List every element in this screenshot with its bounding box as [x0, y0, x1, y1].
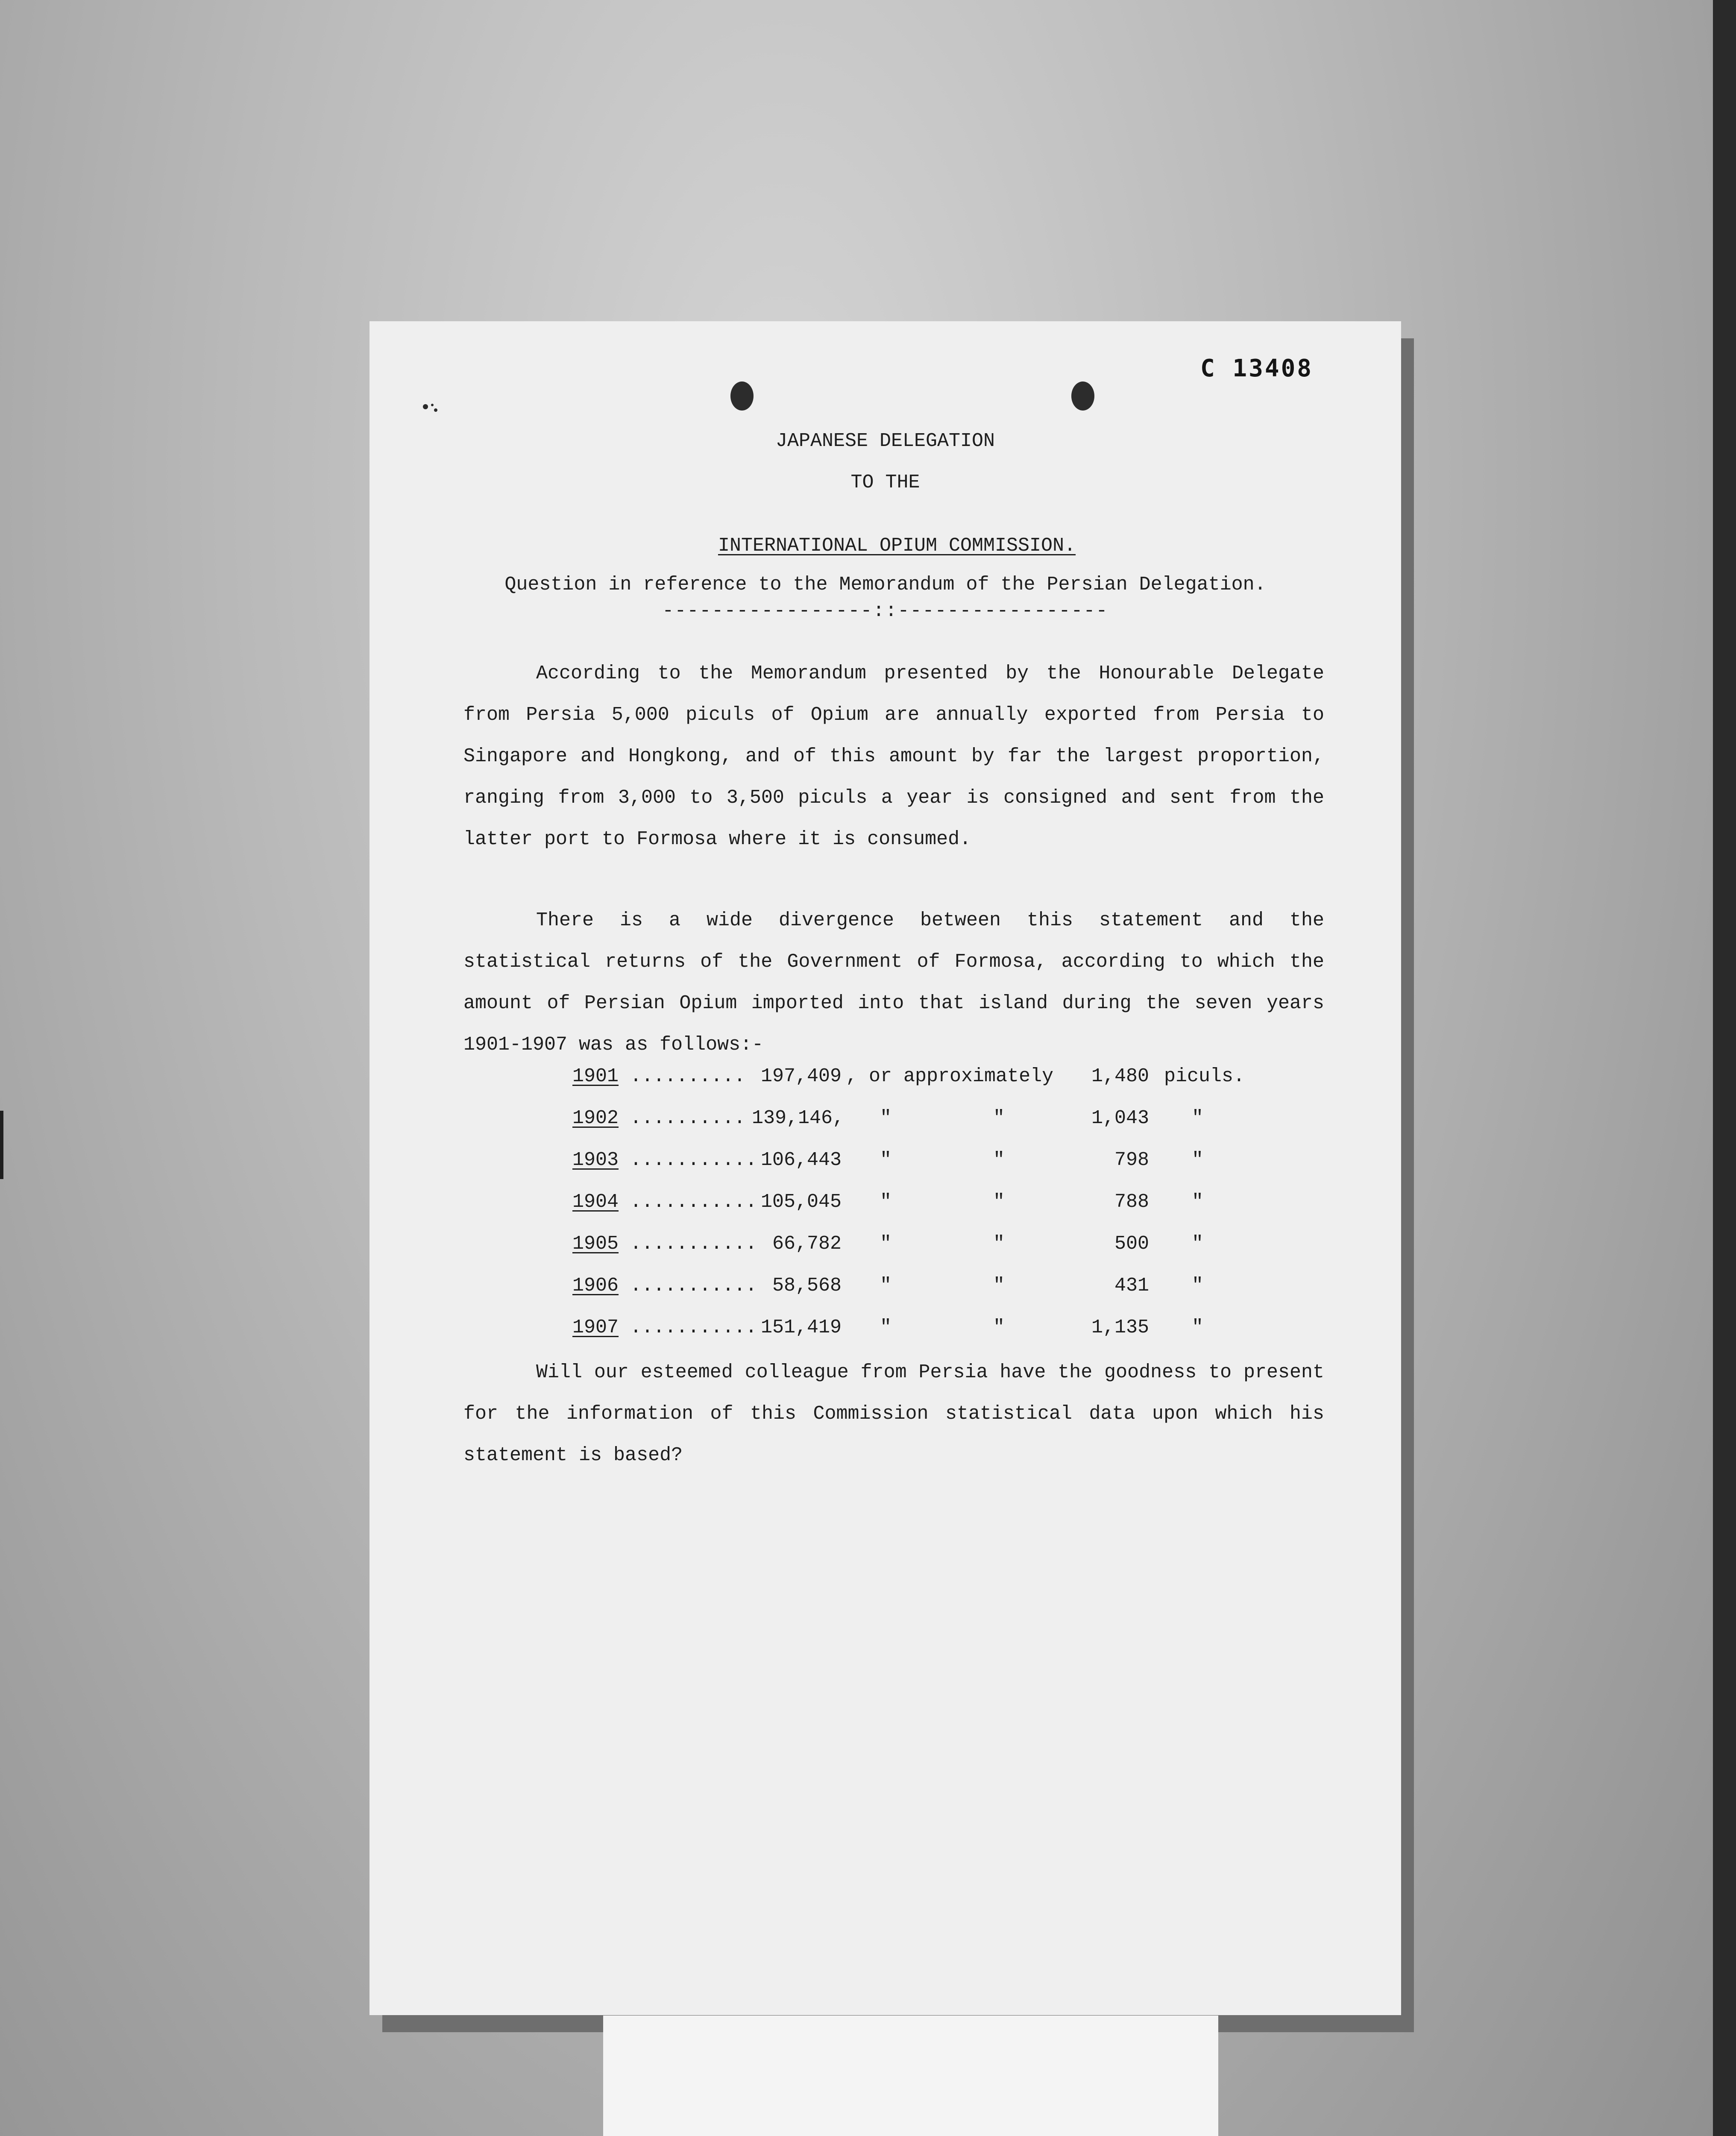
piculs-cell: 1,043	[1091, 1107, 1149, 1129]
ditto-mark: "	[880, 1275, 892, 1297]
ditto-mark: "	[993, 1275, 1005, 1297]
leader-dots: ...........	[630, 1191, 757, 1213]
ditto-mark: "	[993, 1233, 1005, 1255]
punch-hole-right	[1071, 381, 1094, 411]
ditto-mark: "	[880, 1317, 892, 1338]
piculs-cell: 431	[1114, 1275, 1149, 1297]
table-row	[572, 1275, 1299, 1317]
ditto-mark: "	[880, 1233, 892, 1255]
amount-cell: 106,443	[760, 1149, 842, 1171]
table-row	[572, 1107, 1299, 1149]
paragraph-request-block	[463, 1352, 1324, 1476]
subject-title: Question in reference to the Memorandum of the Persian Delegation.	[504, 574, 1266, 596]
amount-cell: 58,568	[772, 1275, 842, 1297]
unit-cell: piculs.	[1164, 1065, 1245, 1087]
ditto-mark: "	[1192, 1149, 1204, 1171]
piculs-cell: 1,480	[1091, 1065, 1149, 1087]
ditto-mark: "	[1192, 1107, 1204, 1129]
leader-dots: ..........	[630, 1107, 746, 1129]
ditto-mark: "	[1192, 1191, 1204, 1213]
amount-cell: 197,409	[760, 1065, 842, 1087]
paragraph-request: Will our esteemed colleague from Persia have the goodness to present for the information of this Commission statistical data upon which his statement is based?	[463, 1361, 1324, 1466]
piculs-cell: 798	[1114, 1149, 1149, 1171]
leader-dots: ...........	[630, 1275, 757, 1297]
amount-cell: 151,419	[760, 1317, 842, 1338]
film-frame-edge-left	[0, 1111, 3, 1179]
year-cell: 1905	[572, 1233, 619, 1255]
amount-cell: 105,045	[760, 1191, 842, 1213]
approx-text: , or approximately	[846, 1065, 1054, 1087]
archive-slip	[603, 2016, 1218, 2136]
reference-number: C 13408	[1200, 355, 1314, 382]
table-row	[572, 1233, 1299, 1275]
year-cell: 1903	[572, 1149, 619, 1171]
leader-dots: ..........	[630, 1065, 746, 1087]
header-delegation: JAPANESE DELEGATION	[775, 430, 995, 452]
table-row	[572, 1149, 1299, 1191]
amount-cell: 139,146,	[752, 1107, 845, 1129]
table-row	[572, 1065, 1299, 1107]
year-cell: 1906	[572, 1275, 619, 1297]
ditto-mark: "	[880, 1107, 892, 1129]
year-cell: 1901	[572, 1065, 619, 1087]
piculs-cell: 1,135	[1091, 1317, 1149, 1338]
header-to-the: TO THE	[850, 472, 920, 493]
year-cell: 1907	[572, 1317, 619, 1338]
ditto-mark: "	[993, 1107, 1005, 1129]
imports-table	[572, 1065, 1299, 1358]
page-mark	[423, 402, 440, 413]
paragraph-divergence-block	[463, 900, 1324, 1065]
ditto-mark: "	[993, 1149, 1005, 1171]
header-commission: INTERNATIONAL OPIUM COMMISSION.	[718, 535, 1076, 557]
ditto-mark: "	[1192, 1233, 1204, 1255]
film-frame-edge-right	[1713, 0, 1736, 2136]
header-commission-wrap	[369, 513, 1401, 557]
ditto-mark: "	[880, 1149, 892, 1171]
year-cell: 1902	[572, 1107, 619, 1129]
piculs-cell: 500	[1114, 1233, 1149, 1255]
paragraph-memorandum-block	[463, 653, 1324, 860]
leader-dots: ...........	[630, 1149, 757, 1171]
subject-separator: -----------------::-----------------	[662, 600, 1108, 622]
table-row	[572, 1191, 1299, 1233]
ditto-mark: "	[1192, 1317, 1204, 1338]
ditto-mark: "	[993, 1191, 1005, 1213]
ditto-mark: "	[993, 1317, 1005, 1338]
paragraph-divergence: There is a wide divergence between this statement and the statistical returns of the Government of Formosa, according to which the amount of Persian Opium imported into that island during the seven years 1901-1907 was as follows:-	[463, 910, 1324, 1056]
piculs-cell: 788	[1114, 1191, 1149, 1213]
year-cell: 1904	[572, 1191, 619, 1213]
leader-dots: ...........	[630, 1317, 757, 1338]
ditto-mark: "	[880, 1191, 892, 1213]
amount-cell: 66,782	[772, 1233, 842, 1255]
paragraph-memorandum: According to the Memorandum presented by the Honourable Delegate from Persia 5,000 piculs of Opium are annually exported from Persia to Singapore and Hongkong, and of this amount by far the largest proportion, ranging from 3,000 to 3,500 piculs a year is consigned and sent from the latter port to Formosa where it is consumed.	[463, 663, 1324, 850]
leader-dots: ...........	[630, 1233, 757, 1255]
ditto-mark: "	[1192, 1275, 1204, 1297]
punch-hole-left	[730, 381, 754, 411]
